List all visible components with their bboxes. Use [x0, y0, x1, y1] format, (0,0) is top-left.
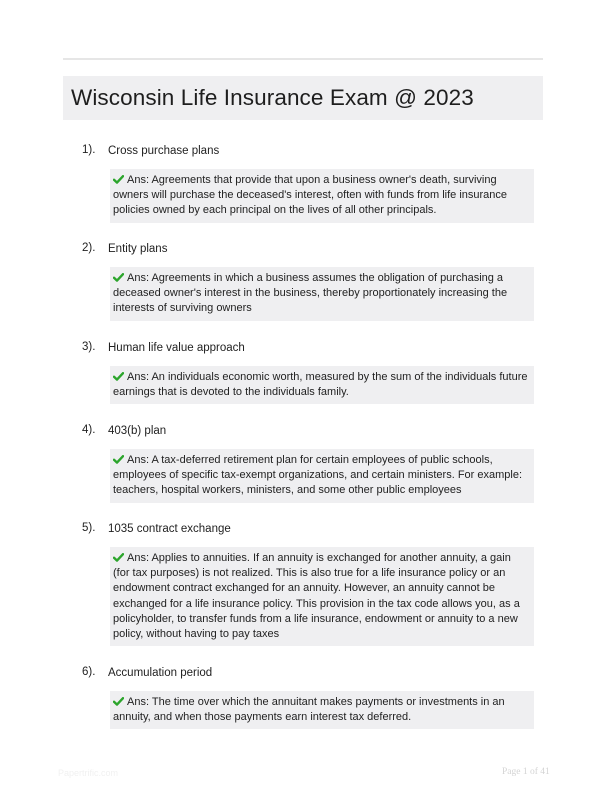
question-number: 4).: [82, 424, 96, 436]
question-text: Cross purchase plans: [108, 145, 220, 157]
question-text: 1035 contract exchange: [108, 523, 231, 535]
answer-text: Ans: Applies to annuities. If an annuity is exchanged for another annuity, a gain (for tax purposes) is not realized. This is also true for a life insurance policy or an endowment contract exchanged for an annuity. However, an annuity cannot be exchanged for a life insurance policy. This provision in the tax code allows you, as a policyholder, to transfer funds from a life insurance, endowment or annuity to a new policy, without having to pay taxes: [113, 552, 520, 641]
question-number: 2).: [82, 242, 96, 254]
answer-text: Ans: The time over which the annuitant makes payments or investments in an annuity, and when those payments earn interest tax deferred.: [113, 696, 505, 724]
page-title: Wisconsin Life Insurance Exam @ 2023: [71, 85, 474, 110]
answer-text: Ans: An individuals economic worth, measured by the sum of the individuals future earnings that is devoted to the individuals family.: [113, 371, 528, 399]
question-text: Human life value approach: [108, 342, 245, 354]
page-number: Page 1 of 41: [502, 767, 550, 777]
question-number: 6).: [82, 666, 96, 678]
check-icon: [113, 455, 124, 464]
answer-box: [110, 169, 534, 223]
question-number: 3).: [82, 341, 96, 353]
check-icon: [113, 697, 124, 706]
check-icon: [113, 553, 124, 562]
footer-watermark: Papertrific.com: [58, 768, 119, 778]
question-text: Accumulation period: [108, 667, 213, 679]
answer-box: [110, 366, 534, 404]
check-icon: [113, 175, 124, 184]
question-text: Entity plans: [108, 243, 168, 255]
question-text: 403(b) plan: [108, 425, 167, 437]
title-banner: [63, 76, 543, 120]
question-number: 5).: [82, 522, 96, 534]
answer-box: [110, 449, 534, 503]
top-rule: [63, 58, 543, 60]
answer-box: [110, 547, 534, 646]
answer-box: [110, 691, 534, 729]
answer-box: [110, 267, 534, 321]
check-icon: [113, 372, 124, 381]
answer-text: Ans: A tax-deferred retirement plan for certain employees of public schools, employees of specific tax-exempt organizations, and certain ministers. For example: teachers, hospital workers, ministers, and some other public employees: [113, 454, 523, 497]
question-number: 1).: [82, 144, 96, 156]
answer-text: Ans: Agreements in which a business assumes the obligation of purchasing a deceased owner's interest in the business, thereby proportionately increasing the interests of surviving owners: [113, 272, 508, 315]
answer-text: Ans: Agreements that provide that upon a business owner's death, surviving owners will purchase the deceased's interest, often with funds from life insurance policies owned by each principal on the lives of all other principals.: [113, 174, 508, 217]
check-icon: [113, 273, 124, 282]
